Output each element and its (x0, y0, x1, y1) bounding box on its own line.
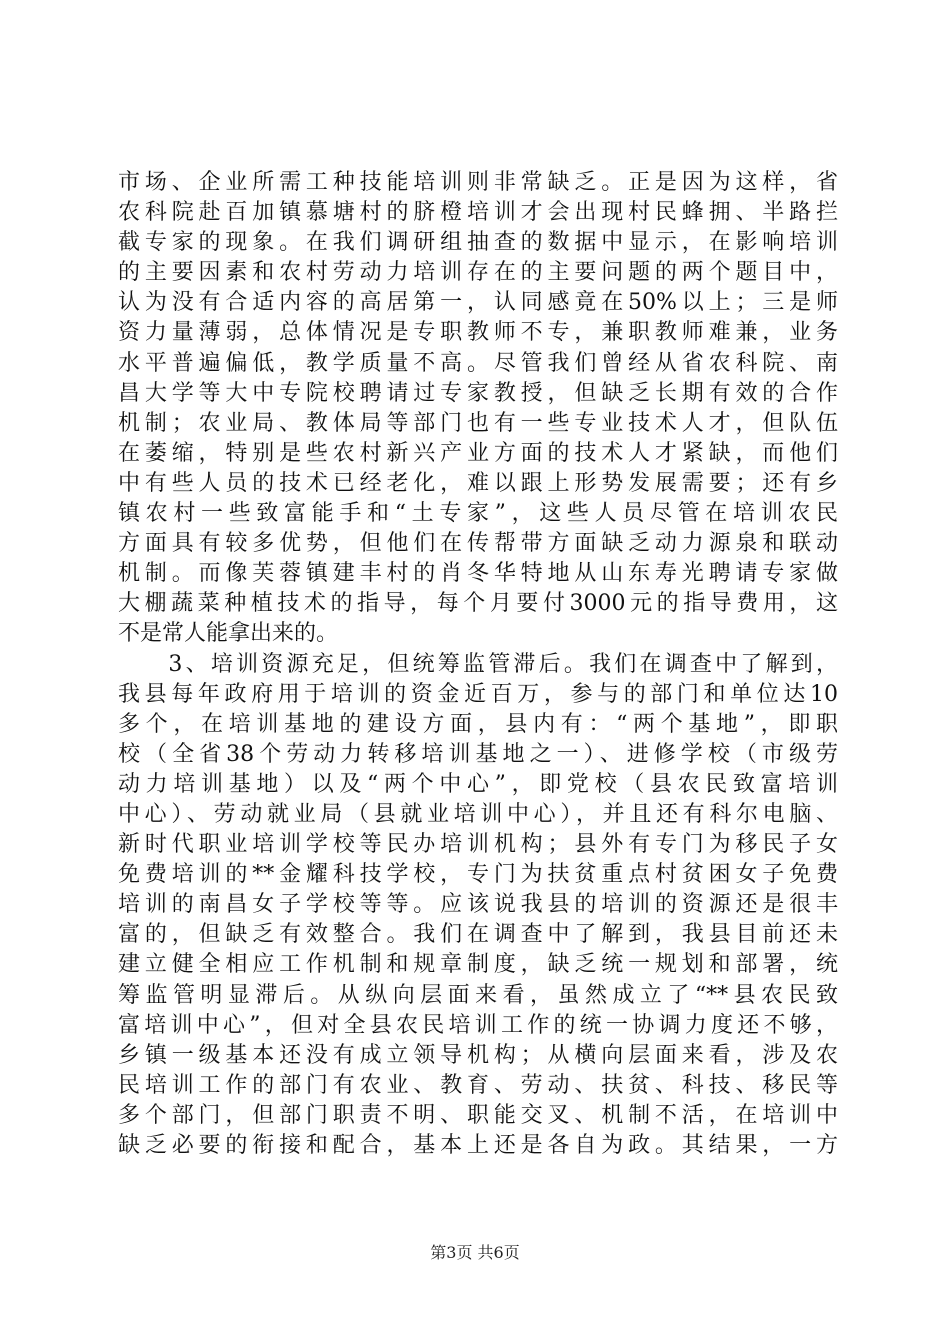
text-line: 我县每年政府用于培训的资金近百万，参与的部门和单位达10 (118, 681, 838, 707)
body-text (118, 168, 838, 1161)
text-line: 镇农村一些致富能手和“土专家”，这些人员尽管在培训农民 (118, 501, 838, 527)
text-line: 培训的南昌女子学校等等。应该说我县的培训的资源还是很丰 (118, 892, 838, 918)
text-line: 农科院赴百加镇慕塘村的脐橙培训才会出现村民蜂拥、半路拦 (118, 200, 838, 226)
text-line: 在萎缩，特别是些农村新兴产业方面的技术人才紧缺，而他们 (118, 440, 838, 466)
text-line: 截专家的现象。在我们调研组抽查的数据中显示，在影响培训 (118, 230, 838, 256)
text-line: 市场、企业所需工种技能培训则非常缺乏。正是因为这样，省 (118, 170, 838, 195)
text-line: 建立健全相应工作机制和规章制度，缺乏统一规划和部署，统 (118, 952, 838, 978)
text-line: 多个，在培训基地的建设方面，县内有：“两个基地”，即职 (118, 711, 838, 737)
text-line: 机制；农业局、教体局等部门也有一些专业技术人才，但队伍 (118, 410, 838, 436)
text-line: 大棚蔬菜种植技术的指导，每个月要付3000元的指导费用，这 (118, 591, 838, 617)
text-line: 中心）、劳动就业局（县就业培训中心），并且还有科尔电脑、 (118, 801, 838, 827)
text-line: 筹监管明显滞后。从纵向层面来看，虽然成立了“**县农民致 (118, 982, 838, 1008)
text-line: 缺乏必要的衔接和配合，基本上还是各自为政。其结果，一方 (118, 1133, 838, 1158)
text-line: 中有些人员的技术已经老化，难以跟上形势发展需要；还有乡 (118, 470, 838, 496)
page-footer: 第3页 共6页 (430, 1243, 520, 1262)
text-line: 水平普遍偏低，教学质量不高。尽管我们曾经从省农科院、南 (118, 350, 838, 376)
text-line: 免费培训的**金耀科技学校，专门为扶贫重点村贫困女子免费 (118, 862, 838, 888)
text-line: 乡镇一级基本还没有成立领导机构；从横向层面来看，涉及农 (118, 1042, 838, 1068)
text-line: 校（全省38个劳动力转移培训基地之一）、进修学校（市级劳 (118, 741, 838, 767)
text-line: 资力量薄弱，总体情况是专职教师不专，兼职教师难兼，业务 (118, 320, 838, 346)
text-line: 富的，但缺乏有效整合。我们在调查中了解到，我县目前还未 (118, 922, 838, 948)
text-line: 机制。而像芙蓉镇建丰村的肖冬华特地从山东寿光聘请专家做 (118, 561, 838, 587)
text-line: 民培训工作的部门有农业、教育、劳动、扶贫、科技、移民等 (118, 1072, 838, 1098)
text-line: 不是常人能拿出来的。 (118, 621, 339, 647)
text-line: 多个部门，但部门职责不明、职能交叉、机制不活，在培训中 (118, 1102, 838, 1128)
text-line: 昌大学等大中专院校聘请过专家教授，但缺乏长期有效的合作 (118, 380, 838, 406)
text-line: 方面具有较多优势，但他们在传帮带方面缺乏动力源泉和联动 (118, 531, 838, 557)
text-line: 富培训中心”，但对全县农民培训工作的统一协调力度还不够， (118, 1012, 838, 1038)
text-line: 的主要因素和农村劳动力培训存在的主要问题的两个题目中， (118, 260, 838, 286)
text-line: 3、培训资源充足，但统筹监管滞后。我们在调查中了解到， (118, 651, 838, 677)
text-line: 新时代职业培训学校等民办培训机构；县外有专门为移民子女 (118, 832, 838, 858)
text-line: 动力培训基地）以及“两个中心”，即党校（县农民致富培训 (118, 771, 838, 797)
text-line: 认为没有合适内容的高居第一，认同感竟在50%以上；三是师 (118, 290, 838, 316)
